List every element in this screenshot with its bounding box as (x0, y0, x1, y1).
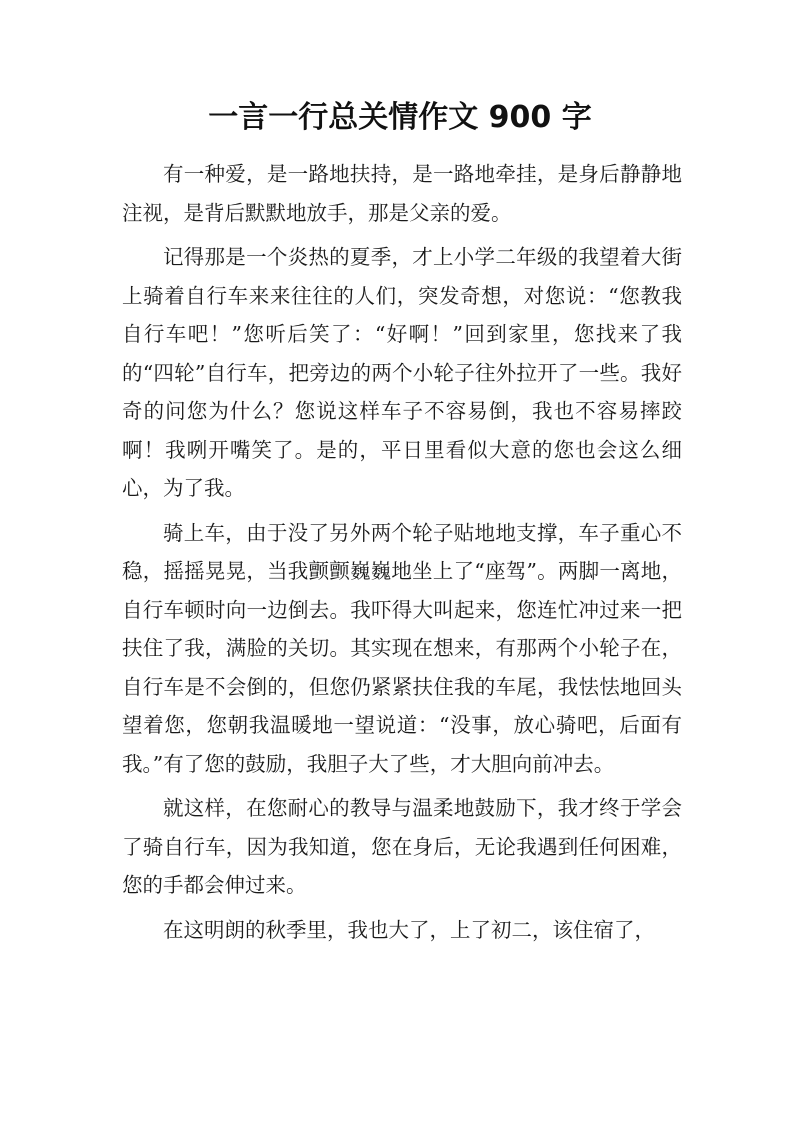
paragraph: 在这明朗的秋季里，我也大了，上了初二，该住宿了， (163, 917, 655, 942)
paragraph: 骑上车，由于没了另外两个轮子贴地地支撑，车子重心不稳，摇摇晃晃，当我颤颤巍巍地坐上了“座驾”。两脚一离地，自行车顿时向一边倒去。我吓得大叫起来，您连忙冲过来一把扶住了我，满脸的关切。其实现在想来，有那两个小轮子在，自行车是不会倒的，但您仍紧紧扶住我的车尾，我怯怯地回头望着您，您朝我温暖地一望说道：“没事，放心骑吧，后面有我。”有了您的鼓励，我胆子大了些，才大胆向前冲去。 (122, 520, 682, 776)
page-title: 一言一行总关情作文 900 字 (208, 100, 592, 135)
paragraph: 记得那是一个炎热的夏季，才上小学二年级的我望着大街上骑着自行车来来往往的人们，突发奇想，对您说：“您教我自行车吧！”您听后笑了：“好啊！”回到家里，您找来了我的“四轮”自行车，把旁边的两个小轮子往外拉开了一些。我好奇的问您为什么？您说这样车子不容易倒，我也不容易摔跤啊！我咧开嘴笑了。是的，平日里看似大意的您也会这么细心，为了我。 (122, 245, 682, 500)
paragraph: 就这样，在您耐心的教导与温柔地鼓励下，我才终于学会了骑自行车，因为我知道，您在身后，无论我遇到任何困难，您的手都会伸过来。 (122, 796, 682, 897)
paragraph: 有一种爱，是一路地扶持，是一路地牵挂，是身后静静地注视，是背后默默地放手，那是父亲的爱。 (122, 162, 682, 225)
essay-body (122, 155, 682, 955)
